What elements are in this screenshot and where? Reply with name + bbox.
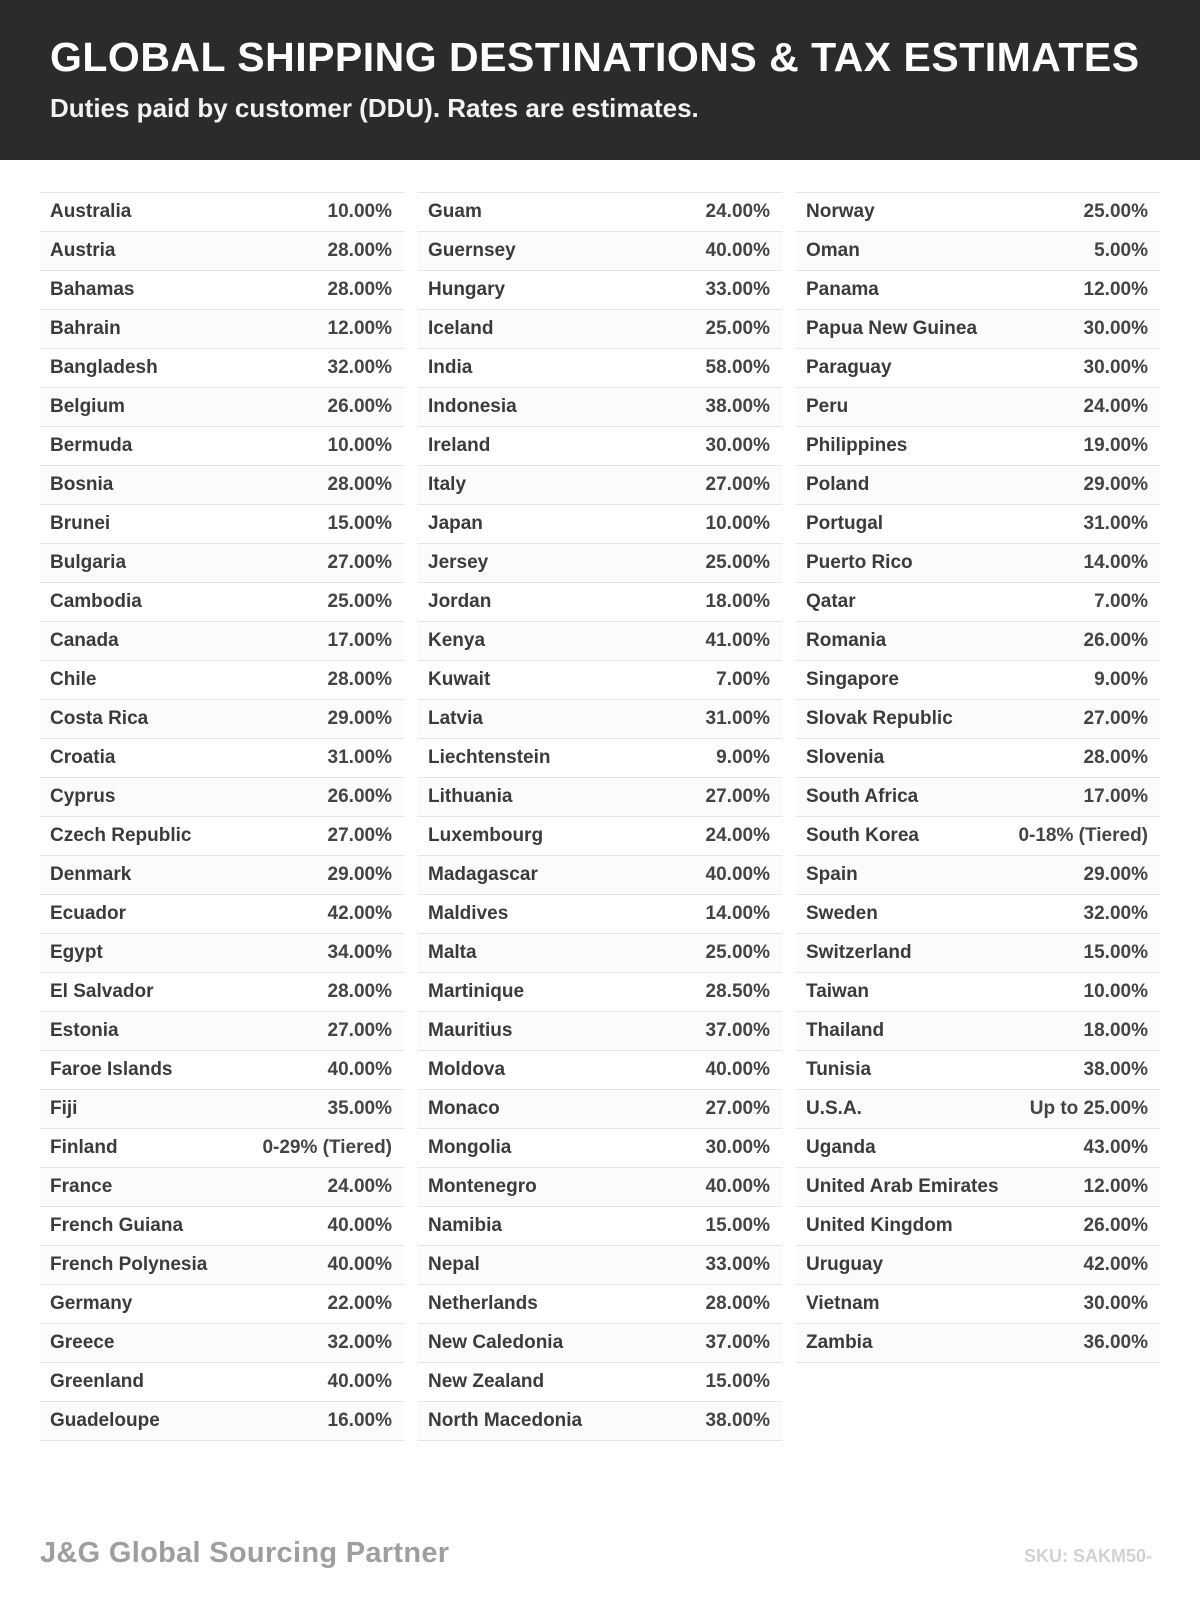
tax-rate: 32.00%	[1083, 903, 1148, 925]
country-name: Estonia	[50, 1020, 119, 1042]
tax-rate: 38.00%	[705, 396, 770, 418]
tax-rate: 9.00%	[716, 747, 770, 769]
country-name: Guadeloupe	[50, 1410, 160, 1432]
country-name: Qatar	[806, 591, 856, 613]
table-row	[796, 700, 1160, 739]
table-row	[418, 388, 782, 427]
country-name: Bahamas	[50, 279, 135, 301]
table-row	[796, 778, 1160, 817]
country-name: North Macedonia	[428, 1410, 583, 1432]
table-row	[796, 895, 1160, 934]
country-name: New Caledonia	[428, 1332, 564, 1354]
tax-rate: 40.00%	[705, 864, 770, 886]
country-name: Sweden	[806, 903, 878, 925]
table-row	[418, 1402, 782, 1441]
table-row	[796, 1051, 1160, 1090]
country-name: Greece	[50, 1332, 115, 1354]
country-name: Madagascar	[428, 864, 538, 886]
tax-rate: 12.00%	[327, 318, 392, 340]
tax-rate: 25.00%	[1083, 201, 1148, 223]
tax-rate: 26.00%	[327, 396, 392, 418]
table-row	[418, 1090, 782, 1129]
country-name: Ecuador	[50, 903, 127, 925]
country-name: Australia	[50, 201, 132, 223]
table-row	[796, 1324, 1160, 1363]
country-name: Switzerland	[806, 942, 912, 964]
country-name: Poland	[806, 474, 870, 496]
tax-rate: 12.00%	[1083, 1176, 1148, 1198]
tax-rate: 24.00%	[705, 201, 770, 223]
table-row	[796, 427, 1160, 466]
table-row	[796, 544, 1160, 583]
tax-rate: 25.00%	[327, 591, 392, 613]
country-name: Kenya	[428, 630, 486, 652]
table-row	[796, 466, 1160, 505]
tax-rate: 33.00%	[705, 1254, 770, 1276]
tax-rate: 27.00%	[705, 474, 770, 496]
table-row	[40, 622, 404, 661]
rates-column	[418, 192, 782, 1441]
table-row	[40, 778, 404, 817]
table-row	[796, 739, 1160, 778]
tax-rate: 25.00%	[705, 552, 770, 574]
country-name: Japan	[428, 513, 483, 535]
sku-label: SKU: SAKM50-	[1023, 1546, 1152, 1566]
table-row	[418, 1168, 782, 1207]
tax-rate: 27.00%	[705, 786, 770, 808]
country-name: Mauritius	[428, 1020, 513, 1042]
table-row	[796, 817, 1160, 856]
country-name: Faroe Islands	[50, 1059, 173, 1081]
tax-rate: 28.00%	[327, 279, 392, 301]
table-row	[418, 544, 782, 583]
tax-rate: 31.00%	[327, 747, 392, 769]
table-row	[40, 973, 404, 1012]
tax-rate: 40.00%	[327, 1254, 392, 1276]
table-row	[418, 895, 782, 934]
tax-rate: 40.00%	[705, 240, 770, 262]
tax-rate: 14.00%	[705, 903, 770, 925]
table-row	[418, 856, 782, 895]
table-row	[418, 1285, 782, 1324]
tax-rate: 24.00%	[705, 825, 770, 847]
tax-rate: 24.00%	[327, 1176, 392, 1198]
country-name: Maldives	[428, 903, 509, 925]
tax-rate: 15.00%	[327, 513, 392, 535]
table-row	[418, 193, 782, 232]
table-row	[40, 895, 404, 934]
tax-rate: 40.00%	[327, 1371, 392, 1393]
table-row	[40, 1363, 404, 1402]
rates-column	[796, 192, 1160, 1363]
country-name: Romania	[806, 630, 887, 652]
country-name: Mongolia	[428, 1137, 512, 1159]
country-name: United Kingdom	[806, 1215, 953, 1237]
tax-rate: 10.00%	[1083, 981, 1148, 1003]
country-name: Bahrain	[50, 318, 121, 340]
country-name: South Korea	[806, 825, 919, 847]
country-name: Brunei	[50, 513, 111, 535]
table-row	[40, 193, 404, 232]
country-name: Lithuania	[428, 786, 513, 808]
tax-rate: 28.00%	[327, 669, 392, 691]
country-name: India	[428, 357, 473, 379]
country-name: El Salvador	[50, 981, 154, 1003]
country-name: Hungary	[428, 279, 506, 301]
table-row	[796, 856, 1160, 895]
table-row	[40, 1129, 404, 1168]
table-row	[796, 1090, 1160, 1129]
country-name: Montenegro	[428, 1176, 537, 1198]
table-row	[418, 622, 782, 661]
country-name: Guam	[428, 201, 482, 223]
table-row	[40, 739, 404, 778]
tax-rate: 36.00%	[1083, 1332, 1148, 1354]
tax-rate: 33.00%	[705, 279, 770, 301]
country-name: Cyprus	[50, 786, 116, 808]
table-row	[796, 193, 1160, 232]
tax-rate: 31.00%	[1083, 513, 1148, 535]
country-name: South Africa	[806, 786, 919, 808]
country-name: Bulgaria	[50, 552, 127, 574]
tax-rate: 17.00%	[1083, 786, 1148, 808]
country-name: New Zealand	[428, 1371, 545, 1393]
table-row	[40, 388, 404, 427]
tax-rate: 31.00%	[705, 708, 770, 730]
table-row	[418, 427, 782, 466]
tax-rate: 27.00%	[327, 825, 392, 847]
table-row	[418, 1051, 782, 1090]
tax-rate: 0-29% (Tiered)	[262, 1137, 392, 1159]
tax-rate: 26.00%	[327, 786, 392, 808]
tax-rate: 7.00%	[716, 669, 770, 691]
table-row	[796, 1246, 1160, 1285]
table-row	[418, 934, 782, 973]
table-row	[40, 349, 404, 388]
country-name: Oman	[806, 240, 860, 262]
table-row	[796, 505, 1160, 544]
tax-rate: 28.00%	[327, 981, 392, 1003]
tax-rate: 35.00%	[327, 1098, 392, 1120]
tax-rate: 28.00%	[327, 240, 392, 262]
tax-rate: 26.00%	[1083, 630, 1148, 652]
tax-rate: 9.00%	[1094, 669, 1148, 691]
country-name: Portugal	[806, 513, 884, 535]
country-name: United Arab Emirates	[806, 1176, 999, 1198]
country-name: Italy	[428, 474, 467, 496]
table-row	[796, 1129, 1160, 1168]
tax-rate: 15.00%	[1083, 942, 1148, 964]
main-content	[0, 160, 1200, 1441]
country-name: Germany	[50, 1293, 133, 1315]
rates-column	[40, 192, 404, 1441]
tax-rate: 18.00%	[1083, 1020, 1148, 1042]
country-name: French Polynesia	[50, 1254, 208, 1276]
table-row	[796, 388, 1160, 427]
tax-rate: 16.00%	[327, 1410, 392, 1432]
table-row	[796, 232, 1160, 271]
tax-rate: 40.00%	[705, 1059, 770, 1081]
table-row	[796, 1168, 1160, 1207]
country-name: Bangladesh	[50, 357, 158, 379]
tax-rate: 26.00%	[1083, 1215, 1148, 1237]
country-name: Malta	[428, 942, 477, 964]
country-name: Bermuda	[50, 435, 133, 457]
table-row	[418, 271, 782, 310]
tax-rate: 7.00%	[1094, 591, 1148, 613]
tax-rate: 10.00%	[327, 201, 392, 223]
table-row	[796, 1012, 1160, 1051]
tax-rate: 14.00%	[1083, 552, 1148, 574]
page-subtitle: Duties paid by customer (DDU). Rates are estimates.	[50, 93, 699, 124]
country-name: Bosnia	[50, 474, 114, 496]
tax-rate: 28.50%	[705, 981, 770, 1003]
country-name: Fiji	[50, 1098, 78, 1120]
country-name: Martinique	[428, 981, 525, 1003]
table-row	[796, 661, 1160, 700]
country-name: Liechtenstein	[428, 747, 551, 769]
country-name: Guernsey	[428, 240, 516, 262]
table-row	[418, 232, 782, 271]
table-row	[418, 1363, 782, 1402]
country-name: Zambia	[806, 1332, 873, 1354]
country-name: Egypt	[50, 942, 103, 964]
table-row	[40, 817, 404, 856]
country-name: Luxembourg	[428, 825, 544, 847]
table-row	[40, 1285, 404, 1324]
table-row	[40, 1246, 404, 1285]
country-name: Panama	[806, 279, 879, 301]
tax-rate: 30.00%	[1083, 318, 1148, 340]
table-row	[418, 310, 782, 349]
tax-rate: 34.00%	[327, 942, 392, 964]
tax-rate: 38.00%	[1083, 1059, 1148, 1081]
table-row	[418, 817, 782, 856]
tax-rate: 15.00%	[705, 1371, 770, 1393]
table-row	[418, 466, 782, 505]
table-row	[40, 1168, 404, 1207]
table-row	[418, 1324, 782, 1363]
rates-table	[40, 192, 1160, 1441]
table-row	[40, 466, 404, 505]
table-row	[40, 661, 404, 700]
table-row	[796, 934, 1160, 973]
country-name: Vietnam	[806, 1293, 880, 1315]
country-name: France	[50, 1176, 113, 1198]
tax-rate: 27.00%	[705, 1098, 770, 1120]
country-name: Indonesia	[428, 396, 517, 418]
tax-rate: 29.00%	[327, 864, 392, 886]
country-name: Canada	[50, 630, 119, 652]
country-name: Chile	[50, 669, 97, 691]
country-name: Slovenia	[806, 747, 885, 769]
table-row	[418, 1012, 782, 1051]
country-name: Austria	[50, 240, 116, 262]
table-row	[418, 661, 782, 700]
table-row	[796, 973, 1160, 1012]
country-name: Norway	[806, 201, 875, 223]
tax-rate: 40.00%	[705, 1176, 770, 1198]
tax-rate: 28.00%	[705, 1293, 770, 1315]
country-name: Belgium	[50, 396, 125, 418]
tax-rate: 29.00%	[1083, 474, 1148, 496]
tax-rate: 17.00%	[327, 630, 392, 652]
tax-rate: 27.00%	[327, 552, 392, 574]
country-name: Uruguay	[806, 1254, 884, 1276]
country-name: Tunisia	[806, 1059, 872, 1081]
tax-rate: 43.00%	[1083, 1137, 1148, 1159]
table-row	[418, 973, 782, 1012]
tax-rate: 18.00%	[705, 591, 770, 613]
table-row	[418, 1129, 782, 1168]
country-name: Spain	[806, 864, 858, 886]
country-name: Iceland	[428, 318, 494, 340]
tax-rate: 5.00%	[1094, 240, 1148, 262]
tax-rate: 32.00%	[327, 1332, 392, 1354]
tax-rate: 25.00%	[705, 942, 770, 964]
tax-rate: 58.00%	[705, 357, 770, 379]
tax-rate: 40.00%	[327, 1215, 392, 1237]
tax-rate: 19.00%	[1083, 435, 1148, 457]
country-name: Monaco	[428, 1098, 500, 1120]
tax-rate: 30.00%	[705, 435, 770, 457]
country-name: Singapore	[806, 669, 899, 691]
table-row	[40, 1207, 404, 1246]
page-header	[0, 0, 1200, 160]
country-name: Czech Republic	[50, 825, 192, 847]
country-name: Namibia	[428, 1215, 502, 1237]
country-name: U.S.A.	[806, 1098, 862, 1120]
tax-rate: 27.00%	[1083, 708, 1148, 730]
tax-rate: 28.00%	[1083, 747, 1148, 769]
table-row	[40, 1090, 404, 1129]
page-title: GLOBAL SHIPPING DESTINATIONS & TAX ESTIMATES	[50, 34, 1140, 80]
table-row	[40, 232, 404, 271]
country-name: Costa Rica	[50, 708, 149, 730]
table-row	[40, 1051, 404, 1090]
tax-rate: 41.00%	[705, 630, 770, 652]
tax-rate: 30.00%	[705, 1137, 770, 1159]
country-name: Kuwait	[428, 669, 491, 691]
country-name: Papua New Guinea	[806, 318, 978, 340]
country-name: Denmark	[50, 864, 132, 886]
tax-rate: 42.00%	[1083, 1254, 1148, 1276]
tax-rate: 37.00%	[705, 1020, 770, 1042]
country-name: Thailand	[806, 1020, 885, 1042]
tax-rate: 25.00%	[705, 318, 770, 340]
table-row	[40, 583, 404, 622]
table-row	[40, 271, 404, 310]
table-row	[418, 583, 782, 622]
table-row	[40, 310, 404, 349]
tax-rate: 32.00%	[327, 357, 392, 379]
country-name: Taiwan	[806, 981, 869, 1003]
table-row	[40, 1402, 404, 1441]
table-row	[418, 739, 782, 778]
country-name: Moldova	[428, 1059, 506, 1081]
tax-rate: 40.00%	[327, 1059, 392, 1081]
table-row	[796, 583, 1160, 622]
tax-rate: 29.00%	[1083, 864, 1148, 886]
country-name: Greenland	[50, 1371, 144, 1393]
table-row	[796, 271, 1160, 310]
table-row	[40, 505, 404, 544]
country-name: Puerto Rico	[806, 552, 913, 574]
country-name: Peru	[806, 396, 849, 418]
tax-rate: 29.00%	[327, 708, 392, 730]
table-row	[796, 310, 1160, 349]
table-row	[40, 856, 404, 895]
country-name: Philippines	[806, 435, 908, 457]
table-row	[40, 700, 404, 739]
tax-rate: 38.00%	[705, 1410, 770, 1432]
country-name: Cambodia	[50, 591, 142, 613]
country-name: Croatia	[50, 747, 116, 769]
tax-rate: 15.00%	[705, 1215, 770, 1237]
table-row	[418, 505, 782, 544]
tax-rate: 10.00%	[705, 513, 770, 535]
country-name: Jordan	[428, 591, 492, 613]
tax-rate: 22.00%	[327, 1293, 392, 1315]
tax-rate: 12.00%	[1083, 279, 1148, 301]
table-row	[40, 427, 404, 466]
tax-rate: 0-18% (Tiered)	[1018, 825, 1148, 847]
country-name: Jersey	[428, 552, 489, 574]
page-footer	[0, 1537, 1200, 1600]
country-name: French Guiana	[50, 1215, 184, 1237]
table-row	[418, 778, 782, 817]
table-row	[40, 1012, 404, 1051]
tax-rate: 27.00%	[327, 1020, 392, 1042]
tax-rate: 42.00%	[327, 903, 392, 925]
country-name: Uganda	[806, 1137, 876, 1159]
tax-rate: 10.00%	[327, 435, 392, 457]
tax-rate: 30.00%	[1083, 357, 1148, 379]
tax-rate: 30.00%	[1083, 1293, 1148, 1315]
country-name: Latvia	[428, 708, 483, 730]
table-row	[40, 934, 404, 973]
table-row	[796, 1285, 1160, 1324]
country-name: Slovak Republic	[806, 708, 953, 730]
table-row	[418, 349, 782, 388]
country-name: Netherlands	[428, 1293, 538, 1315]
country-name: Nepal	[428, 1254, 480, 1276]
country-name: Ireland	[428, 435, 491, 457]
table-row	[40, 1324, 404, 1363]
table-row	[418, 1246, 782, 1285]
table-row	[796, 1207, 1160, 1246]
table-row	[40, 544, 404, 583]
table-row	[418, 700, 782, 739]
tax-rate: 37.00%	[705, 1332, 770, 1354]
table-row	[418, 1207, 782, 1246]
table-row	[796, 622, 1160, 661]
country-name: Finland	[50, 1137, 118, 1159]
tax-rate: 24.00%	[1083, 396, 1148, 418]
country-name: Paraguay	[806, 357, 892, 379]
brand-name: J&G Global Sourcing Partner	[40, 1537, 450, 1569]
tax-rate: 28.00%	[327, 474, 392, 496]
table-row	[796, 349, 1160, 388]
tax-rate: Up to 25.00%	[1029, 1098, 1148, 1120]
